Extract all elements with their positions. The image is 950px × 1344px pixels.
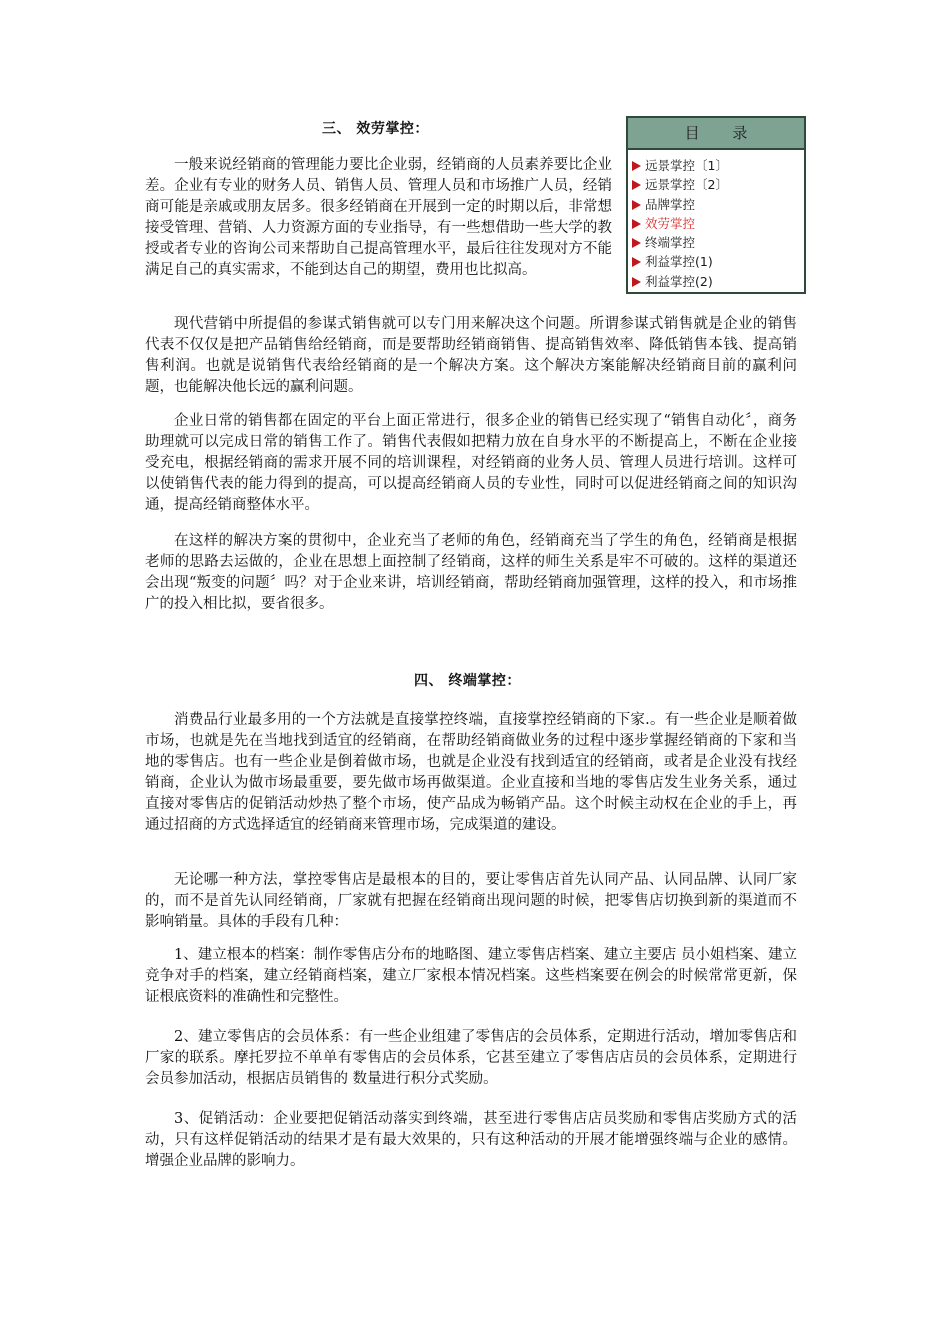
- body-paragraph: 1、建立根本的档案：制作零售店分布的地略图、建立零售店档案、建立主要店 员小姐档案、建立竞争对手的档案，建立经销商档案，建立厂家根本情况档案。这些档案要在例会的时候常常更新，保证根底资料的准确性和完整性。: [145, 947, 797, 1005]
- toc-title: 目 录: [628, 118, 804, 150]
- toc-item-label: 效劳掌控: [645, 215, 696, 231]
- body-paragraph: 2、建立零售店的会员体系：有一些企业组建了零售店的会员体系，定期进行活动，增加零售店和厂家的联系。摩托罗拉不单单有零售店的会员体系，它甚至建立了零售店店员的会员体系，定期进行会员参加活动，根据店员销售的 数量进行积分式奖励。: [145, 1029, 797, 1087]
- toc-item-profit-2[interactable]: [632, 272, 804, 291]
- body-paragraph: 在这样的解决方案的贯彻中，企业充当了老师的角色，经销商充当了学生的角色，经销商是根据老师的思路去运做的，企业在思想上面控制了经销商，这样的师生关系是牢不可破的。这样的渠道还会出现“叛变的问题〞吗？对于企业来讲，培训经销商，帮助经销商加强管理，这样的投入，和市场推广的投入相比拟，要省很多。: [145, 533, 797, 612]
- toc-item-label: 远景掌控〔2〕: [645, 177, 728, 193]
- toc-item-brand[interactable]: [632, 195, 804, 214]
- body-paragraph: 3、促销活动：企业要把促销活动落实到终端，甚至进行零售店店员奖励和零售店奖励方式的活动，只有这样促销活动的结果才是有最大效果的，只有这种活动的开展才能增强终端与企业的感情。增强企业品牌的影响力。: [145, 1111, 797, 1169]
- toc-item-vision-1[interactable]: [632, 156, 804, 175]
- toc-item-label: 终端掌控: [645, 235, 696, 251]
- toc-item-label: 远景掌控〔1〕: [645, 158, 728, 173]
- red-arrow-icon: [632, 161, 641, 171]
- red-arrow-icon: [632, 277, 641, 287]
- section-heading-terminal-control: 四、 终端掌控：: [414, 673, 521, 689]
- toc-list: [628, 150, 804, 291]
- section-heading-service-control: 三、 效劳掌控：: [322, 121, 429, 137]
- toc-item-profit-1[interactable]: [632, 252, 804, 271]
- red-arrow-icon: [632, 200, 641, 210]
- toc-item-label: 利益掌控(1): [645, 254, 713, 270]
- body-paragraph: 无论哪一种方法，掌控零售店是最根本的目的，要让零售店首先认同产品、认同品牌、认同厂家的，而不是首先认同经销商，厂家就有把握在经销商出现问题的时候，把零售店切换到新的渠道而不影响销量。具体的手段有几种：: [145, 872, 797, 930]
- body-paragraph: 现代营销中所提倡的参谋式销售就可以专门用来解决这个问题。所谓参谋式销售就是企业的销售代表不仅仅是把产品销售给经销商，而是要帮助经销商销售、提高销售效率、降低销售本钱、提高销售利润。也就是说销售代表给经销商的是一个解决方案。这个解决方案能解决经销商目前的赢利问题，也能解决他长远的赢利问题。: [145, 316, 797, 395]
- toc-item-terminal[interactable]: [632, 233, 804, 252]
- red-arrow-icon: [632, 238, 641, 248]
- table-of-contents: [626, 116, 806, 294]
- toc-item-label: 利益掌控(2): [645, 273, 713, 289]
- toc-item-service[interactable]: [632, 214, 804, 233]
- red-arrow-icon: [632, 257, 641, 267]
- red-arrow-icon: [632, 180, 641, 190]
- body-paragraph: 企业日常的销售都在固定的平台上面正常进行，很多企业的销售已经实现了“销售自动化〞，商务助理就可以完成日常的销售工作了。销售代表假如把精力放在自身水平的不断提高上，不断在企业接受充电，根据经销商的需求开展不同的培训课程，对经销商的业务人员、管理人员进行培训。这样可以使销售代表的能力得到的提高，可以提高经销商人员的专业性，同时可以促进经销商之间的知识沟通，提高经销商整体水平。: [145, 413, 797, 513]
- toc-item-vision-2[interactable]: [632, 175, 804, 194]
- body-paragraph: 消费品行业最多用的一个方法就是直接掌控终端，直接掌控经销商的下家.。有一些企业是顺着做市场，也就是先在当地找到适宜的经销商，在帮助经销商做业务的过程中逐步掌握经销商的下家和当地的零售店。也有一些企业是倒着做市场，也就是企业没有找到适宜的经销商，或者是企业没有找经销商，企业认为做市场最重要，要先做市场再做渠道。企业直接和当地的零售店发生业务关系，通过直接对零售店的促销活动炒热了整个市场，使产品成为畅销产品。这个时候主动权在企业的手上，再通过招商的方式选择适宜的经销商来管理市场，完成渠道的建设。: [145, 712, 797, 833]
- body-paragraph: 一般来说经销商的管理能力要比企业弱，经销商的人员素养要比企业差。企业有专业的财务人员、销售人员、管理人员和市场推广人员，经销商可能是亲戚或朋友居多。很多经销商在开展到一定的时期以后，非常想接受管理、营销、人力资源方面的专业指导，有一些想借助一些大学的教授或者专业的咨询公司来帮助自己提高管理水平，最后往往发现对方不能满足自己的真实需求，不能到达自己的期望，费用也比拟高。: [145, 157, 612, 278]
- red-arrow-icon: [632, 219, 641, 229]
- toc-item-label: 品牌掌控: [645, 196, 696, 212]
